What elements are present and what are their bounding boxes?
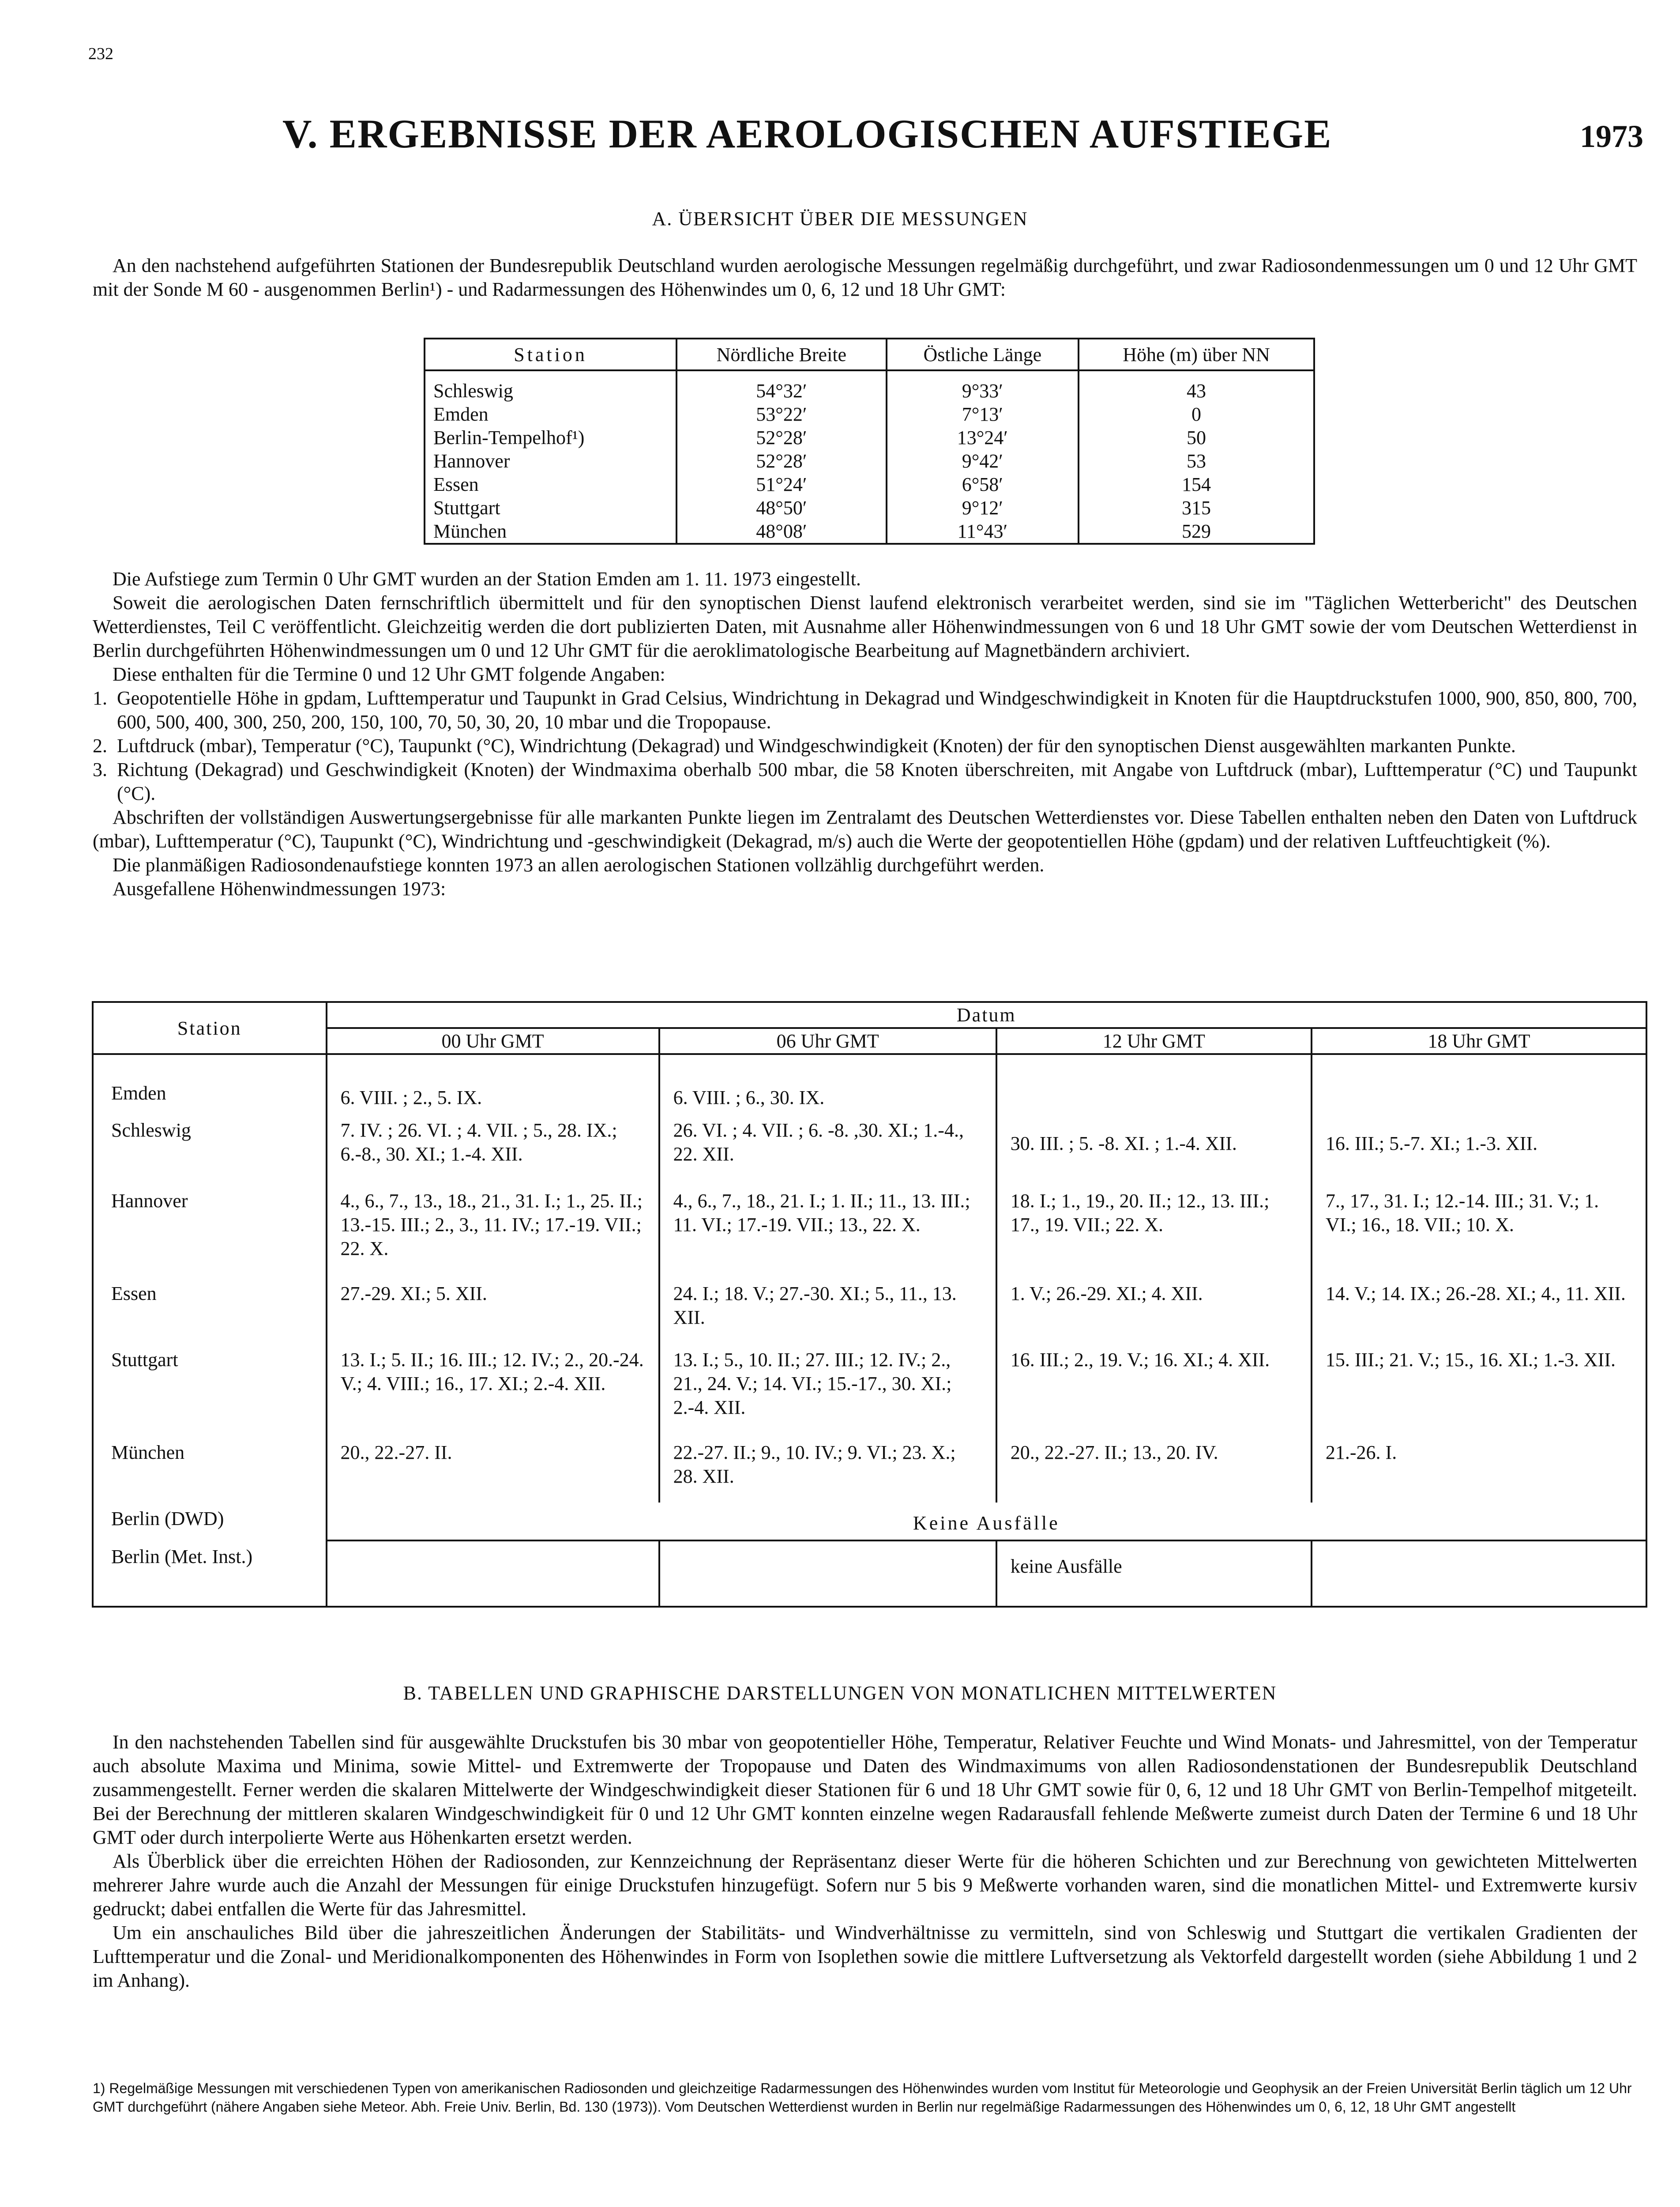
paragraph: Abschriften der vollständigen Auswertungsergebnisse für alle markanten Punkte liegen im Zentralamt des Deutschen Wetterdienstes vor. Diese Tabellen enthalten neben den Daten von Luftdruck (mbar), Lufttemperatur (°C), Taupunkt (°C), Windrichtung und -geschwindigkeit (Dekagrad, m/s) auch die Werte der geopotentiellen Höhe (gpdam) und der relativen Luftfeuchtigkeit (%).: [93, 806, 1637, 852]
station-name: Emden: [425, 403, 677, 426]
cell-06: 6. VIII. ; 6., 30. IX.: [659, 1054, 996, 1114]
cell-06: 22.-27. II.; 9., 10. IV.; 9. VI.; 23. X.; 28. XII.: [659, 1436, 996, 1503]
paragraph: Die planmäßigen Radiosondenaufstiege konnten 1973 an allen aerologischen Stationen vollzählig durchgeführt werden.: [113, 854, 1045, 876]
failures-table: [92, 1001, 1647, 1608]
cell-00: 6. VIII. ; 2., 5. IX.: [327, 1054, 659, 1114]
cell-06: 13. I.; 5., 10. II.; 27. III.; 12. IV.; 2., 21., 24. V.; 14. VI.; 15.-17., 30. XI.; 2.-4. XII.: [659, 1344, 996, 1436]
longitude-value: 11°43′: [887, 520, 1079, 544]
altitude-value: 154: [1079, 473, 1314, 496]
intro-paragraph: [93, 254, 1637, 301]
station-name: Schleswig: [93, 1114, 327, 1185]
station-table: [424, 338, 1315, 545]
cell-18: 15. III.; 21. V.; 15., 16. XI.; 1.-3. XII.: [1312, 1344, 1646, 1436]
intro-text: An den nachstehend aufgeführten Stationen der Bundesrepublik Deutschland wurden aerologische Messungen regelmäßig durchgeführt, und zwar Radiosondenmessungen um 0 und 12 Uhr GMT mit der Sonde M 60 - ausgenommen Berlin¹) - und Radarmessungen des Höhenwindes um 0, 6, 12 und 18 Uhr GMT:: [93, 255, 1637, 300]
station-header: Station: [425, 339, 677, 370]
list-number: 3.: [93, 759, 107, 780]
section-a-heading: A. ÜBERSICHT ÜBER DIE MESSUNGEN: [652, 208, 1028, 230]
keine-ausfaelle-met: keine Ausfälle: [996, 1540, 1312, 1607]
cell-00: 7. IV. ; 26. VI. ; 4. VII. ; 5., 28. IX.; 6.-8., 30. XI.; 1.-4. XII.: [327, 1114, 659, 1185]
station-name: Stuttgart: [93, 1344, 327, 1436]
station-name: Berlin (DWD): [93, 1503, 327, 1540]
longitude-value: 9°42′: [887, 449, 1079, 473]
station-name: Hannover: [425, 449, 677, 473]
latitude-value: 48°50′: [677, 496, 887, 520]
station-name: Essen: [93, 1277, 327, 1344]
cell-06: 4., 6., 7., 18., 21. I.; 1. II.; 11., 13. III.; 11. VI.; 17.-19. VII.; 13., 22. X.: [659, 1185, 996, 1277]
cell-12: [996, 1054, 1312, 1114]
table-row: [93, 1114, 1646, 1185]
table-row: [425, 496, 1314, 520]
station-name: Stuttgart: [425, 496, 677, 520]
paragraph: Ausgefallene Höhenwindmessungen 1973:: [113, 878, 446, 900]
table-row: [425, 426, 1314, 449]
altitude-value: 43: [1079, 370, 1314, 403]
altitude-value: 529: [1079, 520, 1314, 544]
paragraph: Diese enthalten für die Termine 0 und 12 Uhr GMT folgende Angaben:: [113, 663, 665, 685]
time-header-12: 12 Uhr GMT: [996, 1028, 1312, 1054]
cell-12: 18. I.; 1., 19., 20. II.; 12., 13. III.; 17., 19. VII.; 22. X.: [996, 1185, 1312, 1277]
footnote: [93, 2079, 1646, 2116]
station-name: Berlin (Met. Inst.): [93, 1540, 327, 1607]
station-name: Essen: [425, 473, 677, 496]
paragraph: Um ein anschauliches Bild über die jahreszeitlichen Änderungen der Stabilitäts- und Windverhältnisse zu vermitteln, sind von Schleswig und Stuttgart die vertikalen Gradienten der Lufttemperatur und die Zonal- und Meridionalkomponenten des Höhenwindes in Form von Isoplethen sowie die mittlere Luftversetzung als Vektorfeld dargestellt worden (siehe Abbildung 1 und 2 im Anhang).: [93, 1922, 1637, 1991]
cell-18: 16. III.; 5.-7. XI.; 1.-3. XII.: [1312, 1114, 1646, 1185]
year-label: 1973: [1580, 119, 1643, 154]
station-name: Emden: [93, 1054, 327, 1114]
table-row: [93, 1185, 1646, 1277]
table-row: [425, 449, 1314, 473]
table-row: [93, 1540, 1646, 1607]
page-number: 232: [88, 45, 113, 63]
table-row: [425, 403, 1314, 426]
table-row: [93, 1436, 1646, 1503]
altitude-header: Höhe (m) über NN: [1079, 339, 1314, 370]
table-row: [425, 473, 1314, 496]
altitude-value: 53: [1079, 449, 1314, 473]
table-row: [93, 1344, 1646, 1436]
cell-18: 21.-26. I.: [1312, 1436, 1646, 1503]
cell-18: 14. V.; 14. IX.; 26.-28. XI.; 4., 11. XII.: [1312, 1277, 1646, 1344]
latitude-value: 54°32′: [677, 370, 887, 403]
time-header-18: 18 Uhr GMT: [1312, 1028, 1646, 1054]
cell-12: 1. V.; 26.-29. XI.; 4. XII.: [996, 1277, 1312, 1344]
list-item: [93, 734, 1637, 758]
cell-00: 20., 22.-27. II.: [327, 1436, 659, 1503]
cell-06: 24. I.; 18. V.; 27.-30. XI.; 5., 11., 13. XII.: [659, 1277, 996, 1344]
station-name: München: [93, 1436, 327, 1503]
list-text: Luftdruck (mbar), Temperatur (°C), Taupunkt (°C), Windrichtung (Dekagrad) und Windgeschwindigkeit (Knoten) der für den synoptischen Dienst ausgewählten markanten Punkte.: [117, 735, 1516, 757]
list-number: 2.: [93, 735, 107, 757]
paragraph: Die Aufstiege zum Termin 0 Uhr GMT wurden an der Station Emden am 1. 11. 1973 eingestellt.: [113, 568, 861, 590]
body-text-b: [93, 1730, 1637, 1992]
altitude-value: 0: [1079, 403, 1314, 426]
station-name: Berlin-Tempelhof¹): [425, 426, 677, 449]
list-item: [93, 686, 1637, 734]
longitude-value: 9°12′: [887, 496, 1079, 520]
latitude-value: 53°22′: [677, 403, 887, 426]
altitude-value: 315: [1079, 496, 1314, 520]
cell-00: 13. I.; 5. II.; 16. III.; 12. IV.; 2., 20.-24. V.; 4. VIII.; 16., 17. XI.; 2.-4. XII.: [327, 1344, 659, 1436]
paragraph: In den nachstehenden Tabellen sind für ausgewählte Druckstufen bis 30 mbar von geopotentieller Höhe, Temperatur, Relativer Feuchte und Wind Monats- und Jahresmittel, von der Temperatur auch absolute Maxima und Minima, sowie Mittel- und Extremwerte der Tropopause und Daten des Windmaximums von allen Radiosondenstationen der Bundesrepublik Deutschland zusammengestellt. Ferner werden die skalaren Mittelwerte der Windgeschwindigkeit dieser Stationen für 6 und 18 Uhr GMT sowie für 0, 6, 12 und 18 Uhr GMT von Berlin-Tempelhof mitgeteilt. Bei der Berechnung der mittleren skalaren Windgeschwindigkeit für 0 und 12 Uhr GMT konnten einzelne wegen Radarausfall fehlende Meßwerte zumeist durch Daten der Termine 6 und 18 Uhr GMT oder durch interpolierte Werte aus Höhenkarten ersetzt werden.: [93, 1731, 1637, 1848]
table-row: [425, 520, 1314, 544]
cell-18: [1312, 1540, 1646, 1607]
list-number: 1.: [93, 687, 107, 709]
longitude-value: 6°58′: [887, 473, 1079, 496]
paragraph: Soweit die aerologischen Daten fernschriftlich übermittelt und für den synoptischen Dienst laufend elektronisch verarbeitet werden, sind sie im "Täglichen Wetterbericht" des Deutschen Wetterdienstes, Teil C veröffentlicht. Gleichzeitig werden die dort publizierten Daten, mit Ausnahme aller Höhenwindmessungen von 6 und 18 Uhr GMT sowie der vom Deutschen Wetterdienst in Berlin durchgeführten Höhenwindmessungen um 0 und 12 Uhr GMT für die aeroklimatologische Bearbeitung auf Magnetbändern archiviert.: [93, 592, 1637, 661]
paragraph: Als Überblick über die erreichten Höhen der Radiosonden, zur Kennzeichnung der Repräsentanz dieser Werte für die höheren Schichten und zur Berechnung von gewichteten Mittelwerten mehrerer Jahre wurde auch die Anzahl der Messungen für einige Druckstufen hinzugefügt. Sofern nur 5 bis 9 Meßwerte vorhanden waren, sind die monatlichen Mittel- und Extremwerte kursiv gedruckt; dabei entfallen die Werte für das Jahresmittel.: [93, 1850, 1637, 1920]
failures-station-header: Station: [93, 1002, 327, 1054]
section-b-heading: B. TABELLEN UND GRAPHISCHE DARSTELLUNGEN VON MONATLICHEN MITTELWERTEN: [403, 1682, 1277, 1704]
station-name: Schleswig: [425, 370, 677, 403]
cell-00: [327, 1540, 659, 1607]
station-name: Hannover: [93, 1185, 327, 1277]
station-name: München: [425, 520, 677, 544]
table-row: [93, 1277, 1646, 1344]
time-header-00: 00 Uhr GMT: [327, 1028, 659, 1054]
cell-18: 7., 17., 31. I.; 12.-14. III.; 31. V.; 1. VI.; 16., 18. VII.; 10. X.: [1312, 1185, 1646, 1277]
cell-00: 4., 6., 7., 13., 18., 21., 31. I.; 1., 25. II.; 13.-15. III.; 2., 3., 11. IV.; 17.-19. VII.; 22. X.: [327, 1185, 659, 1277]
cell-12: 20., 22.-27. II.; 13., 20. IV.: [996, 1436, 1312, 1503]
altitude-value: 50: [1079, 426, 1314, 449]
keine-ausfaelle-dwd: Keine Ausfälle: [327, 1503, 1646, 1540]
list-text: Geopotentielle Höhe in gpdam, Lufttemperatur und Taupunkt in Grad Celsius, Windrichtung in Dekagrad und Windgeschwindigkeit in Knoten für die Hauptdruckstufen 1000, 900, 850, 800, 700, 600, 500, 400, 300, 250, 200, 150, 100, 70, 50, 30, 20, 10 mbar und die Tropopause.: [117, 687, 1637, 733]
table-row: [93, 1054, 1646, 1114]
cell-12: 30. III. ; 5. -8. XI. ; 1.-4. XII.: [996, 1114, 1312, 1185]
latitude-value: 52°28′: [677, 449, 887, 473]
body-text-a: [93, 567, 1637, 901]
cell-06: [659, 1540, 996, 1607]
latitude-value: 51°24′: [677, 473, 887, 496]
list-text: Richtung (Dekagrad) und Geschwindigkeit (Knoten) der Windmaxima oberhalb 500 mbar, die 58 Knoten überschreiten, mit Angabe von Luftdruck (mbar), Lufttemperatur (°C) und Taupunkt (°C).: [117, 759, 1637, 804]
latitude-value: 48°08′: [677, 520, 887, 544]
latitude-value: 52°28′: [677, 426, 887, 449]
table-row: [425, 370, 1314, 403]
longitude-value: 9°33′: [887, 370, 1079, 403]
longitude-value: 13°24′: [887, 426, 1079, 449]
cell-12: 16. III.; 2., 19. V.; 16. XI.; 4. XII.: [996, 1344, 1312, 1436]
footnote-text: 1) Regelmäßige Messungen mit verschiedenen Typen von amerikanischen Radiosonden und gleichzeitige Radarmessungen des Höhenwindes wurden vom Institut für Meteorologie und Geophysik an der Freien Universität Berlin täglich um 12 Uhr GMT durchgeführt (nähere Angaben siehe Meteor. Abh. Freie Univ. Berlin, Bd. 130 (1973)). Vom Deutschen Wetterdienst wurden in Berlin nur regelmäßige Radarmessungen des Höhenwindes um 0, 6, 12, 18 Uhr GMT angestellt: [93, 2080, 1632, 2115]
cell-18: [1312, 1054, 1646, 1114]
time-header-06: 06 Uhr GMT: [659, 1028, 996, 1054]
latitude-header: Nördliche Breite: [677, 339, 887, 370]
list-item: [93, 758, 1637, 806]
cell-00: 27.-29. XI.; 5. XII.: [327, 1277, 659, 1344]
page-title: V. ERGEBNISSE DER AEROLOGISCHEN AUFSTIEGE: [282, 111, 1332, 156]
longitude-value: 7°13′: [887, 403, 1079, 426]
longitude-header: Östliche Länge: [887, 339, 1079, 370]
datum-header: Datum: [327, 1002, 1646, 1028]
cell-06: 26. VI. ; 4. VII. ; 6. -8. ,30. XI.; 1.-4., 22. XII.: [659, 1114, 996, 1185]
table-row: [93, 1503, 1646, 1540]
